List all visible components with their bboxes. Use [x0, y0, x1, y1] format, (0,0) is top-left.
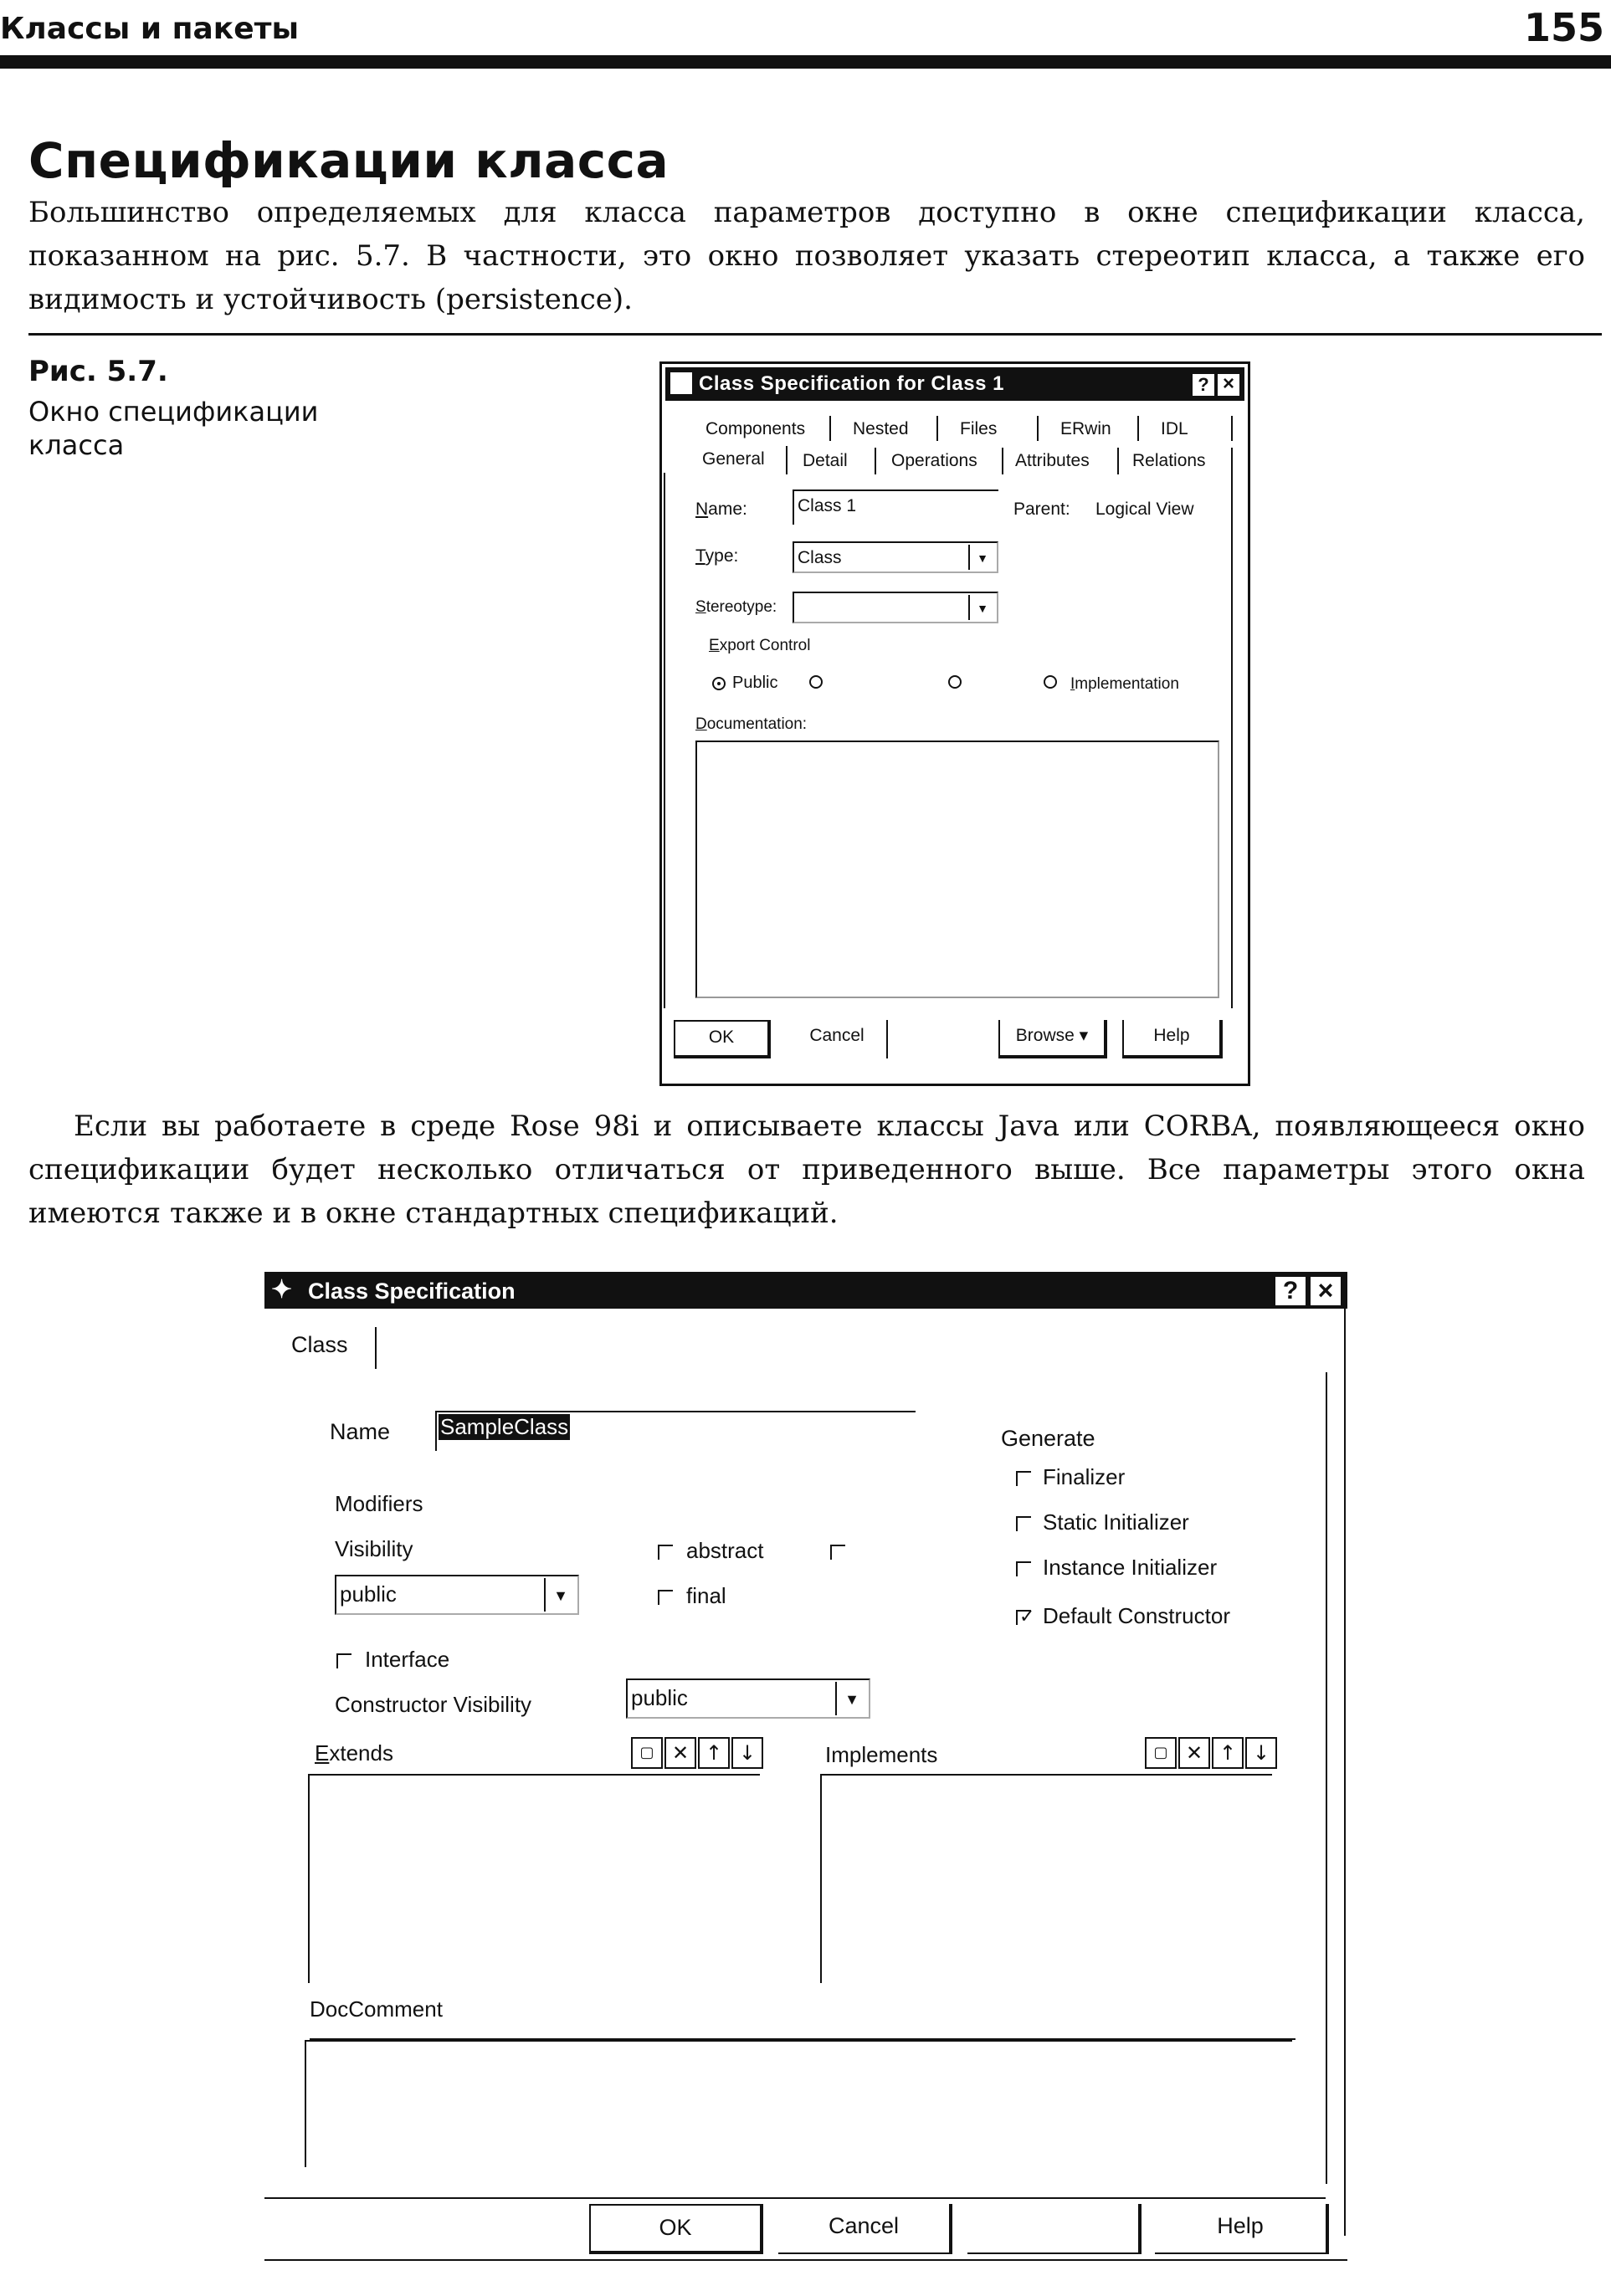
tab-class[interactable]: Class: [291, 1332, 348, 1357]
move-up-icon[interactable]: ↑: [698, 1737, 730, 1769]
parent-label: Parent:: [1013, 500, 1070, 519]
implements-label: Implements: [825, 1742, 938, 1767]
paragraph-1: Большинство определяемых для класса параметров доступно в окне спецификации класса, показанном на рис. 5.7. В частности, это окно позволяет указать стереотип класса, а также его видимость и устойчивость (persistence).: [28, 196, 1585, 316]
java-icon: ✦: [271, 1276, 293, 1304]
export-control-label: Export Control: [709, 637, 811, 654]
dialog-2-right-border: [1344, 1309, 1346, 2236]
constructor-visibility-value: public: [631, 1685, 688, 1710]
tab-nested[interactable]: Nested: [853, 419, 909, 438]
generate-label: Generate: [1001, 1426, 1095, 1451]
tab-operations[interactable]: Operations: [891, 451, 977, 470]
section-heading: Спецификации класса: [28, 132, 670, 189]
name-field-top: [435, 1411, 916, 1412]
class-specification-dialog-1: [659, 361, 1250, 1086]
tab-erwin[interactable]: ERwin: [1060, 419, 1111, 438]
finalizer-checkbox[interactable]: [1016, 1471, 1031, 1486]
panel-left-edge: [664, 473, 665, 1008]
constructor-visibility-combo[interactable]: [626, 1678, 870, 1719]
radio-private[interactable]: [948, 675, 962, 689]
name-field-value: Class 1: [798, 496, 857, 515]
doccomment-textarea[interactable]: [305, 2040, 1292, 2167]
chevron-down-icon[interactable]: ▼: [968, 545, 995, 570]
radio-implementation-label: Implementation: [1070, 675, 1179, 693]
tab-separator: [1231, 448, 1233, 474]
name-label: Name: [330, 1419, 391, 1444]
tab-relations[interactable]: Relations: [1132, 451, 1206, 470]
name-field[interactable]: [793, 489, 998, 525]
default-constructor-label: Default Constructor: [1043, 1603, 1230, 1628]
radio-public[interactable]: [712, 677, 726, 690]
close-button[interactable]: ×: [1309, 1275, 1342, 1307]
name-field-edge: [435, 1411, 437, 1451]
radio-protected[interactable]: [809, 675, 823, 689]
tab-components[interactable]: Components: [705, 419, 806, 438]
name-label: Name:: [695, 500, 747, 519]
tab-separator: [936, 416, 938, 441]
constructor-visibility-label: Constructor Visibility: [335, 1692, 532, 1717]
extends-label: Extends: [315, 1740, 393, 1766]
tab-detail[interactable]: Detail: [803, 451, 848, 470]
type-combo-value: Class: [798, 548, 842, 567]
dialog-2-bottom-border: [264, 2259, 1347, 2261]
type-combo[interactable]: [793, 541, 998, 573]
help-button[interactable]: Help: [1155, 2204, 1329, 2254]
move-down-icon[interactable]: ↓: [1245, 1737, 1277, 1769]
apply-button: [967, 2204, 1142, 2254]
tab-separator: [375, 1327, 377, 1369]
tab-separator: [1037, 416, 1039, 441]
section-rule: [28, 333, 1602, 336]
visibility-combo-value: public: [340, 1581, 397, 1607]
radio-implementation[interactable]: [1044, 675, 1057, 689]
class-specification-dialog-2: [264, 1272, 1347, 2276]
tab-general[interactable]: General: [702, 449, 765, 469]
context-help-button[interactable]: ?: [1191, 372, 1216, 397]
name-field[interactable]: SampleClass: [440, 1414, 569, 1439]
interface-checkbox[interactable]: [336, 1653, 351, 1668]
delete-icon[interactable]: ✕: [1178, 1737, 1210, 1769]
close-button[interactable]: ×: [1216, 372, 1241, 397]
final-label: final: [686, 1583, 726, 1608]
new-item-icon[interactable]: ▢: [631, 1737, 663, 1769]
tab-files[interactable]: Files: [960, 419, 998, 438]
figure-caption: Окно спецификации класса: [28, 396, 319, 461]
tab-separator: [875, 448, 876, 474]
doccomment-label: DocComment: [310, 1996, 443, 2022]
dialog-2-titlebar: [264, 1272, 1347, 1309]
abstract-label: abstract: [686, 1538, 764, 1563]
new-item-icon[interactable]: ▢: [1145, 1737, 1177, 1769]
visibility-label: Visibility: [335, 1536, 413, 1561]
move-down-icon[interactable]: ↓: [731, 1737, 763, 1769]
browse-button[interactable]: Browse ▾: [998, 1020, 1107, 1058]
help-button[interactable]: Help: [1122, 1020, 1223, 1058]
tab-separator: [1002, 448, 1003, 474]
chevron-down-icon[interactable]: ▼: [835, 1682, 867, 1715]
parent-value: Logical View: [1095, 500, 1194, 519]
tab-separator: [1231, 416, 1233, 441]
context-help-button[interactable]: ?: [1274, 1275, 1307, 1307]
type-label: Type:: [695, 546, 739, 566]
visibility-combo[interactable]: [335, 1575, 579, 1615]
chevron-down-icon[interactable]: ▼: [544, 1578, 576, 1612]
static-initializer-checkbox[interactable]: [1016, 1516, 1031, 1531]
interface-label: Interface: [365, 1647, 450, 1672]
documentation-label: Documentation:: [695, 715, 808, 733]
tab-separator: [786, 446, 788, 474]
documentation-textarea[interactable]: [695, 741, 1219, 998]
dialog-2-title: Class Specification: [308, 1279, 516, 1304]
stereotype-label: Stereotype:: [695, 598, 777, 616]
figure-number: Рис. 5.7.: [28, 355, 168, 388]
extends-list[interactable]: [308, 1774, 760, 1983]
cancel-button[interactable]: Cancel: [778, 2204, 952, 2254]
static-initializer-label: Static Initializer: [1043, 1509, 1189, 1535]
page-number: 155: [1523, 5, 1604, 50]
instance-initializer-label: Instance Initializer: [1043, 1555, 1218, 1580]
panel-right-edge: [1326, 1372, 1327, 2184]
move-up-icon[interactable]: ↑: [1212, 1737, 1244, 1769]
tab-attributes[interactable]: Attributes: [1015, 451, 1090, 470]
ok-button[interactable]: OK: [589, 2204, 763, 2254]
implements-list[interactable]: [820, 1774, 1272, 1983]
cancel-button[interactable]: Cancel: [788, 1020, 888, 1058]
finalizer-label: Finalizer: [1043, 1464, 1126, 1489]
ok-button[interactable]: OK: [674, 1020, 771, 1058]
radio-public-label: Public: [732, 674, 778, 692]
extra-modifier-checkbox[interactable]: [830, 1545, 845, 1560]
delete-icon[interactable]: ✕: [664, 1737, 696, 1769]
tab-separator: [1117, 448, 1119, 474]
chevron-down-icon[interactable]: ▼: [968, 595, 995, 620]
dialog-1-title: Class Specification for Class 1: [699, 372, 1004, 395]
paragraph-2: Если вы работаете в среде Rose 98i и описываете классы Java или CORBA, появляющееся окно спецификации будет несколько отличаться от приведенного выше. Все параметры этого окна имеются также и в окне стандартных спецификаций.: [28, 1110, 1585, 1230]
dialog-1-titlebar: [665, 367, 1244, 401]
tab-separator: [1137, 416, 1139, 441]
abstract-checkbox[interactable]: [658, 1545, 673, 1560]
default-constructor-checkbox[interactable]: [1016, 1610, 1031, 1625]
modifiers-label: Modifiers: [335, 1491, 423, 1516]
running-title: Классы и пакеты: [0, 12, 300, 46]
stereotype-combo[interactable]: [793, 592, 998, 623]
header-rule: [0, 55, 1611, 69]
tab-idl[interactable]: IDL: [1161, 419, 1188, 438]
app-icon: [670, 372, 692, 394]
button-bar-rule: [264, 2197, 1326, 2199]
tab-separator: [829, 416, 831, 441]
final-checkbox[interactable]: [658, 1590, 673, 1605]
instance-initializer-checkbox[interactable]: [1016, 1561, 1031, 1576]
panel-right-edge: [1231, 473, 1233, 1008]
